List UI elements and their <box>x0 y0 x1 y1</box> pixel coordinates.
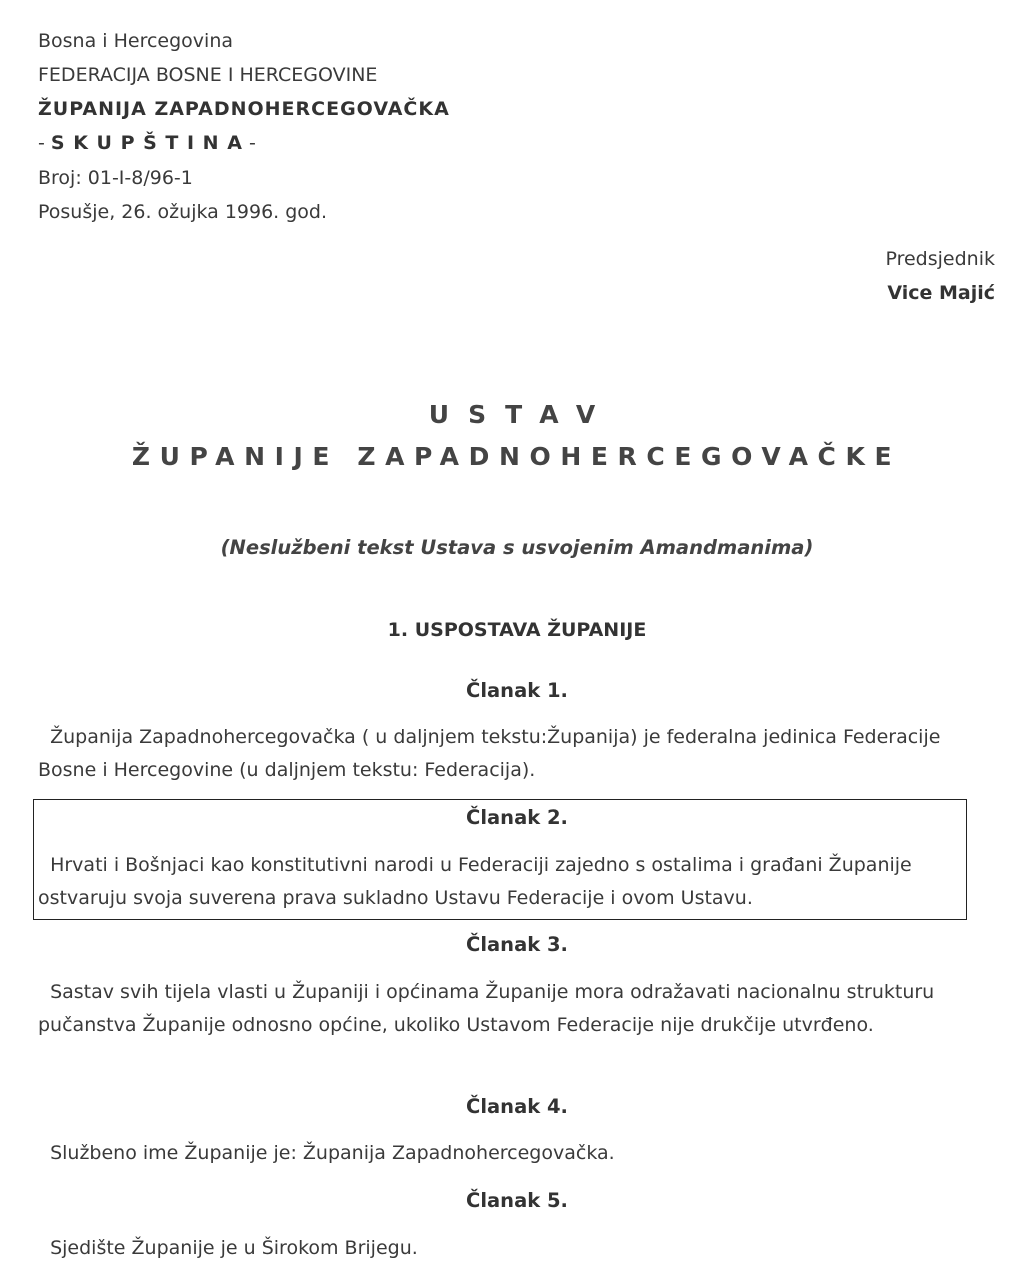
header-number: Broj: 01-I-8/96-1 <box>38 167 193 189</box>
header-country: Bosna i Hercegovina <box>38 30 234 52</box>
signature-name: Vice Majić <box>887 282 995 304</box>
header-county: ŽUPANIJA ZAPADNOHERCEGOVAČKA <box>38 98 450 120</box>
section-heading: 1. USPOSTAVA ŽUPANIJE <box>387 619 647 641</box>
article-text: Hrvati i Bošnjaci kao konstitutivni narodi u Federaciji zajedno s ostalima i građani Županije ostvaruju svoja suverena prava sukladno Ustavu Federacije i ovom Ustavu. <box>38 854 912 909</box>
article-text: Sastav svih tijela vlasti u Županiji i općinama Županije mora odražavati nacionalnu strukturu pučanstva Županije odnosno općine, ukoliko Ustavom Federacije nije drukčije utvrđeno. <box>38 981 935 1036</box>
document-title: USTAV <box>428 400 615 429</box>
header-federation: FEDERACIJA BOSNE I HERCEGOVINE <box>38 64 378 86</box>
document-subtitle: (Neslužbeni tekst Ustava s usvojenim Amandmanima) <box>220 536 814 559</box>
article-text: Službeno ime Županije je: Županija Zapadnohercegovačka. <box>38 1142 615 1164</box>
assembly-dash-left: - <box>38 132 51 154</box>
signature-role: Predsjednik <box>885 248 995 270</box>
header-place-date: Posušje, 26. ožujka 1996. god. <box>38 201 328 223</box>
document-title-county: ŽUPANIJE ZAPADNOHERCEGOVAČKE <box>131 442 902 471</box>
assembly-dash-right: - <box>242 132 256 154</box>
article-text: Sjedište Županije je u Širokom Brijegu. <box>38 1237 418 1259</box>
article-heading: Članak 3. <box>466 933 568 956</box>
header-assembly: S K U P Š T I N A <box>50 132 243 154</box>
article-heading: Članak 2. <box>466 806 568 829</box>
header-assembly-line <box>38 131 256 155</box>
article-heading: Članak 1. <box>466 679 568 702</box>
article-heading: Članak 4. <box>466 1095 568 1118</box>
article-text: Županija Zapadnohercegovačka ( u daljnjem tekstu:Županija) je federalna jedinica Federacije Bosne i Hercegovine (u daljnjem tekstu: Federacija). <box>38 726 941 781</box>
article-heading: Članak 5. <box>466 1189 568 1212</box>
